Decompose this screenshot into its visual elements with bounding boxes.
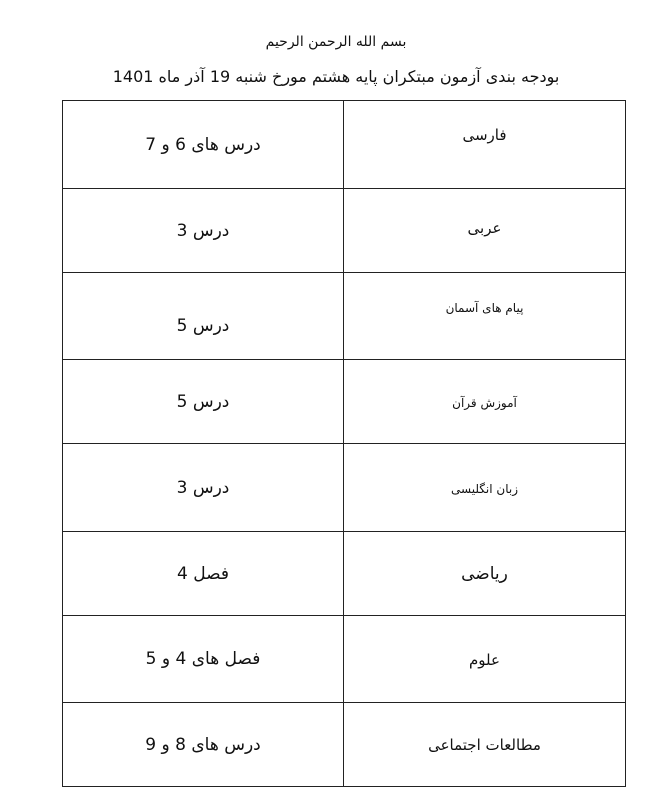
scope-label: درس های 6 و 7 bbox=[145, 134, 261, 155]
scope-label: درس 3 bbox=[176, 477, 230, 498]
table-row bbox=[63, 532, 626, 616]
subject-label: علوم bbox=[469, 650, 500, 669]
scope-cell bbox=[63, 360, 344, 444]
scope-label: درس 5 bbox=[176, 316, 230, 336]
scope-label: درس 3 bbox=[176, 220, 230, 241]
table-row bbox=[63, 444, 626, 532]
table-row bbox=[63, 189, 626, 273]
scope-cell bbox=[63, 703, 344, 787]
subject-label: آموزش قرآن bbox=[452, 396, 517, 410]
subject-cell bbox=[344, 532, 626, 616]
scope-label: درس 5 bbox=[176, 391, 230, 412]
scope-cell bbox=[63, 189, 344, 273]
table-row bbox=[63, 616, 626, 703]
scope-cell bbox=[63, 444, 344, 532]
page-title: بودجه بندی آزمون مبتکران پایه هشتم مورخ شنبه 19 آذر ماه 1401 bbox=[112, 67, 560, 86]
subject-label: زبان انگلیسی bbox=[450, 482, 519, 496]
scope-label: درس های 8 و 9 bbox=[145, 734, 261, 755]
subject-cell bbox=[344, 444, 626, 532]
scope-label: فصل 4 bbox=[177, 563, 229, 584]
scope-cell bbox=[63, 101, 344, 189]
subject-cell bbox=[344, 101, 626, 189]
subject-cell bbox=[344, 360, 626, 444]
subject-label: مطالعات اجتماعی bbox=[428, 736, 541, 754]
subject-cell bbox=[344, 189, 626, 273]
bismillah-heading: بسم الله الرحمن الرحیم bbox=[265, 34, 407, 50]
subject-label: ریاضی bbox=[461, 563, 508, 584]
table-row bbox=[63, 273, 626, 360]
table-row bbox=[63, 703, 626, 787]
exam-schedule-table bbox=[62, 100, 626, 787]
subject-cell bbox=[344, 703, 626, 787]
subject-cell bbox=[344, 616, 626, 703]
subject-cell bbox=[344, 273, 626, 360]
scope-cell bbox=[63, 273, 344, 360]
subject-label: عربی bbox=[467, 219, 502, 237]
scope-cell bbox=[63, 616, 344, 703]
subject-label: پیام های آسمان bbox=[445, 300, 524, 315]
table-row bbox=[63, 101, 626, 189]
scope-cell bbox=[63, 532, 344, 616]
subject-label: فارسی bbox=[462, 126, 507, 144]
scope-label: فصل های 4 و 5 bbox=[145, 649, 261, 669]
table-row bbox=[63, 360, 626, 444]
